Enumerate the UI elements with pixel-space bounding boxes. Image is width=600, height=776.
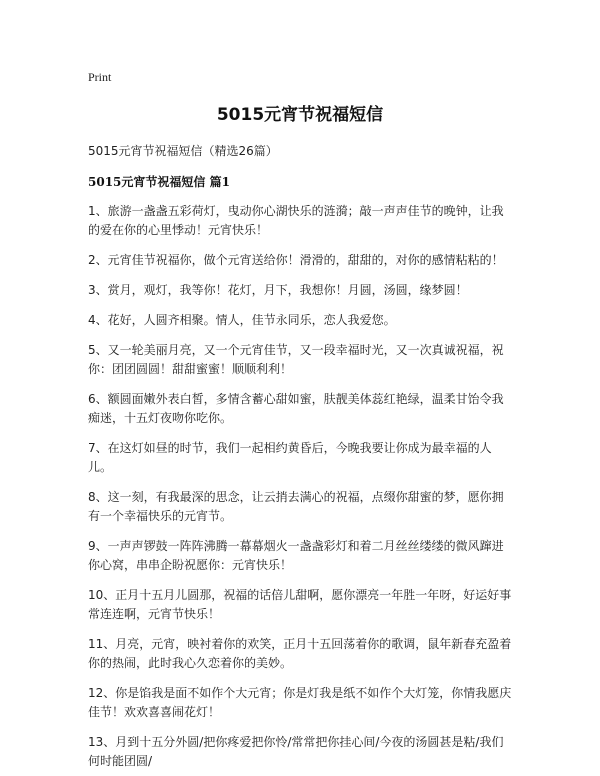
paragraph-3: 3、赏月，观灯，我等你！花灯，月下，我想你！月圆，汤圆，缘梦圆！ bbox=[88, 283, 468, 297]
paragraph-4: 4、花好，人圆齐相聚。情人，佳节永同乐，恋人我爱您。 bbox=[88, 313, 396, 327]
document-subtitle: 5015元宵节祝福短信（精选26篇） bbox=[88, 144, 278, 158]
paragraph-2: 2、元宵佳节祝福你，做个元宵送给你！滑滑的，甜甜的，对你的感情粘粘的！ bbox=[88, 253, 504, 267]
section-heading: 5015元宵节祝福短信 篇1 bbox=[88, 175, 230, 189]
paragraph-10: 10、正月十五月儿圆那，祝福的话倍儿甜啊，愿你漂亮一年胜一年呀，好运好事常连连啊，元宵节快乐！ bbox=[88, 588, 512, 621]
paragraph-13: 13、月到十五分外圆/把你疼爱把你怜/常常把你挂心间/今夜的汤圆甚是粘/我们何时能团圆/ bbox=[88, 735, 504, 768]
page-title: 5015元宵节祝福短信 bbox=[216, 105, 384, 125]
paragraph-5: 5、又一轮美丽月亮，又一个元宵佳节，又一段幸福时光，又一次真诚祝福，祝你：团团圆圆！甜甜蜜蜜！顺顺利利！ bbox=[88, 343, 504, 376]
paragraph-list bbox=[88, 202, 512, 771]
paragraph-9: 9、一声声锣鼓一阵阵沸腾一幕幕烟火一盏盏彩灯和着二月丝丝缕缕的微风蹿进你心窝，串串企盼祝愿你：元宵快乐！ bbox=[88, 539, 504, 572]
paragraph-6: 6、额圆面嫩外表白皙，多情含蓄心甜如蜜，肤靓美体蕊红艳绿，温柔甘饴令我痴迷，十五灯夜吻你吃你。 bbox=[88, 392, 504, 425]
print-label: Print bbox=[88, 70, 112, 84]
paragraph-1: 1、旅游一盏盏五彩荷灯，曳动你心湖快乐的涟漪；敲一声声佳节的晚钟，让我的爱在你的心里悸动！元宵快乐！ bbox=[88, 204, 504, 237]
paragraph-12: 12、你是馅我是面不如作个大元宵；你是灯我是纸不如作个大灯笼，你情我愿庆佳节！欢欢喜喜闹花灯！ bbox=[88, 686, 512, 719]
paragraph-7: 7、在这灯如昼的时节，我们一起相约黄昏后，今晚我要让你成为最幸福的人儿。 bbox=[88, 441, 492, 474]
paragraph-8: 8、这一刻，有我最深的思念，让云捎去满心的祝福，点缀你甜蜜的梦，愿你拥有一个幸福快乐的元宵节。 bbox=[88, 490, 504, 523]
paragraph-11: 11、月亮，元宵，映衬着你的欢笑，正月十五回荡着你的歌调，鼠年新春充盈着你的热闹，此时我心久恋着你的美妙。 bbox=[88, 637, 512, 670]
